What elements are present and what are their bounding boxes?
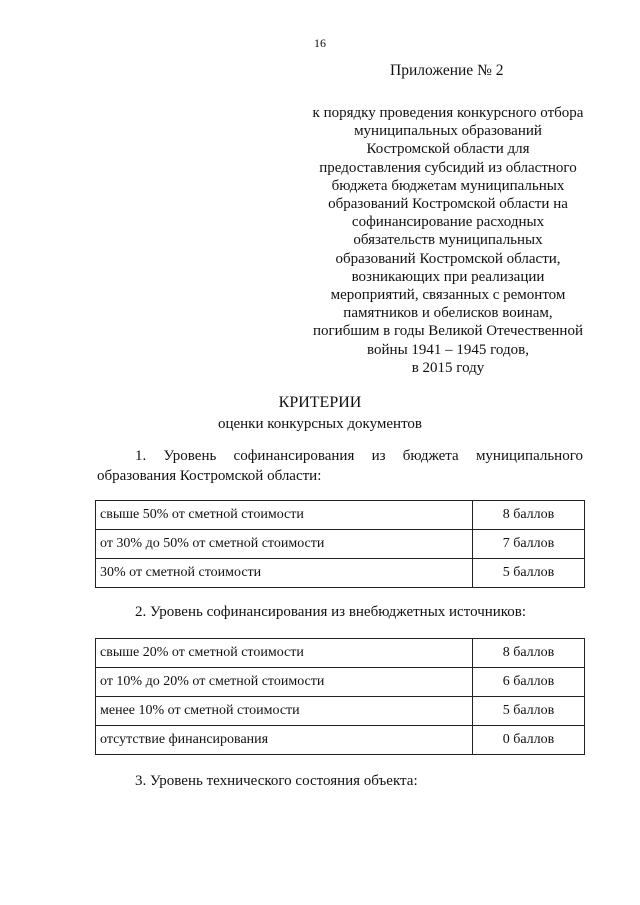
criterion-2-heading: 2. Уровень софинансирования из внебюджетных источников:	[135, 604, 527, 620]
table-row	[96, 501, 585, 530]
score-cell: 0 баллов	[473, 726, 585, 755]
appendix-title: Приложение № 2	[390, 62, 504, 79]
condition-cell: от 30% до 50% от сметной стоимости	[96, 530, 473, 559]
appendix-description-line: мероприятий, связанных с ремонтом	[330, 287, 566, 304]
condition-cell: свыше 50% от сметной стоимости	[96, 501, 473, 530]
appendix-description	[303, 104, 593, 377]
appendix-description-line: образований Костромской области на	[328, 196, 568, 213]
criterion-1-heading	[97, 446, 583, 486]
document-subheading: оценки конкурсных документов	[217, 416, 423, 432]
criterion-1-line-1: 1. Уровень софинансирования из бюджета муниципального	[135, 448, 583, 464]
table-row	[96, 697, 585, 726]
table-row	[96, 559, 585, 588]
score-cell: 8 баллов	[473, 639, 585, 668]
appendix-description-line: в 2015 году	[411, 359, 485, 376]
appendix-description-line: бюджета бюджетам муниципальных	[331, 177, 565, 194]
condition-cell: 30% от сметной стоимости	[96, 559, 473, 588]
criterion-1-line-2: образования Костромской области:	[97, 468, 322, 484]
criterion-1-score-table	[95, 500, 585, 588]
appendix-description-line: муниципальных образований	[354, 123, 542, 140]
appendix-description-line: образований Костромской области,	[335, 250, 561, 267]
appendix-description-line: предоставления субсидий из областного	[319, 159, 577, 176]
criterion-2-score-table	[95, 638, 585, 755]
appendix-description-line: Костромской области для	[366, 141, 530, 158]
appendix-description-line: софинансирование расходных	[351, 214, 545, 231]
appendix-description-line: возникающих при реализации	[351, 268, 545, 285]
condition-cell: менее 10% от сметной стоимости	[96, 697, 473, 726]
score-cell: 7 баллов	[473, 530, 585, 559]
appendix-description-line: обязательств муниципальных	[353, 232, 543, 249]
page-number: 16	[314, 36, 326, 50]
table-row	[96, 530, 585, 559]
criterion-3-heading: 3. Уровень технического состояния объекта:	[135, 773, 418, 789]
score-cell: 8 баллов	[473, 501, 585, 530]
condition-cell: отсутствие финансирования	[96, 726, 473, 755]
document-heading: КРИТЕРИИ	[278, 394, 362, 411]
appendix-description-line: к порядку проведения конкурсного отбора	[312, 105, 584, 121]
condition-cell: свыше 20% от сметной стоимости	[96, 639, 473, 668]
condition-cell: от 10% до 20% от сметной стоимости	[96, 668, 473, 697]
appendix-description-line: погибшим в годы Великой Отечественной	[313, 323, 583, 340]
appendix-description-line: войны 1941 – 1945 годов,	[367, 341, 529, 358]
score-cell: 5 баллов	[473, 697, 585, 726]
table-row	[96, 668, 585, 697]
score-cell: 6 баллов	[473, 668, 585, 697]
appendix-description-line: памятников и обелисков воинам,	[343, 305, 553, 322]
table-row	[96, 639, 585, 668]
score-cell: 5 баллов	[473, 559, 585, 588]
table-row	[96, 726, 585, 755]
